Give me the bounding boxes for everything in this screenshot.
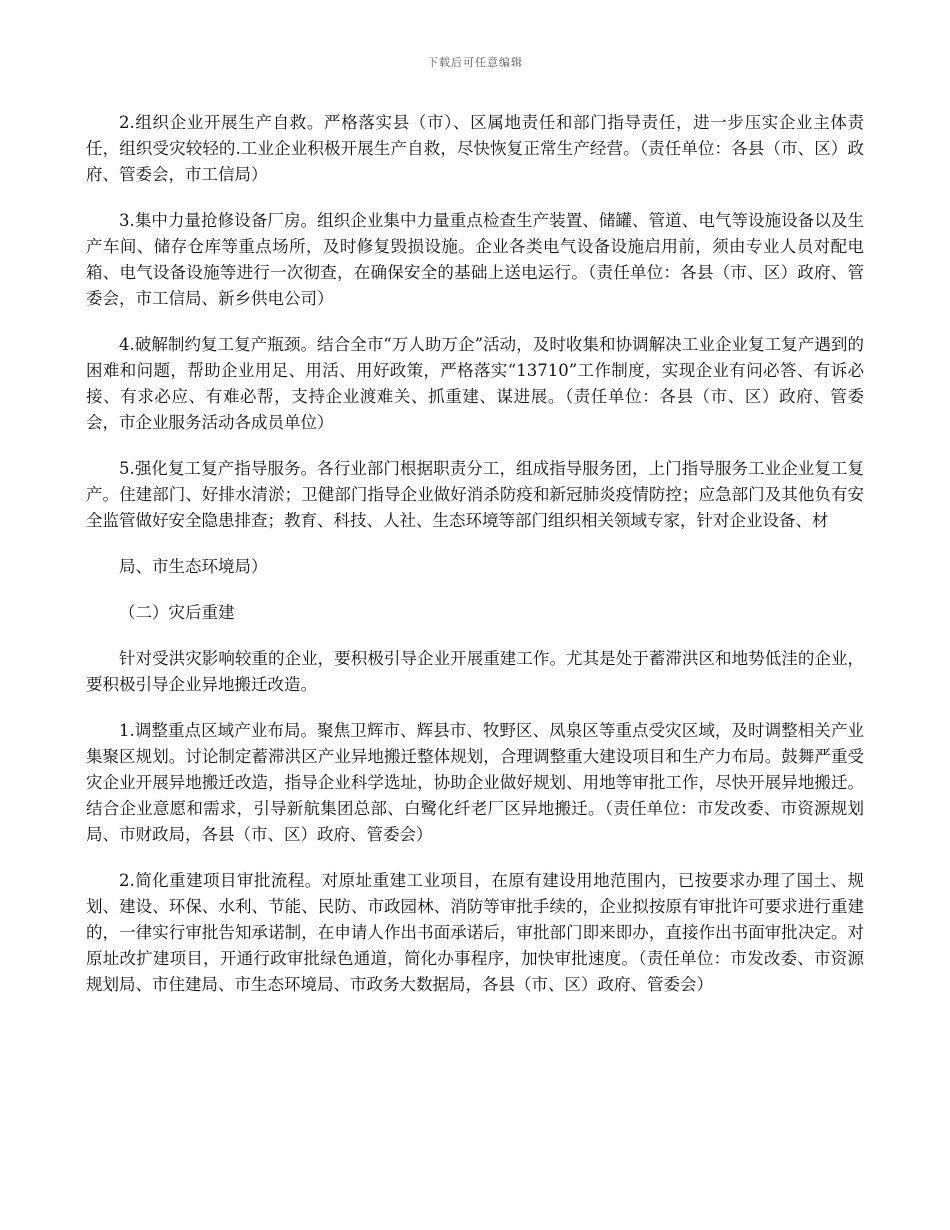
paragraph-simplify-approval: 2.简化重建项目审批流程。对原址重建工业项目，在原有建设用地范围内，已按要求办理了国土、规划、建设、环保、水利、节能、民防、市政园林、消防等审批手续的，企业拟按原有审批许可要求进行重建的，一律实行审批告知承诺制，在申请人作出书面承诺后，审批部门即来即办，直接作出书面审批决定。对原址改扩建项目，开通行政审批绿色通道，简化办事程序，加快审批速度。（责任单位：市发改委、市资源规划局、市住建局、市生态环境局、市政务大数据局，各县（市、区）政府、管委会） bbox=[86, 871, 864, 994]
document-body bbox=[86, 110, 864, 1018]
paragraph-fragment: 局、市生态环境局） bbox=[119, 557, 268, 576]
section-heading-reconstruction: （二）灾后重建 bbox=[119, 603, 235, 622]
paragraph-organize-self-rescue: 2.组织企业开展生产自救。严格落实县（市）、区属地责任和部门指导责任，进一步压实企业主体责任，组织受灾较轻的.工业企业积极开展生产自救，尽快恢复正常生产经营。（责任单位：各县（市、区）政府、管委会，市工信局） bbox=[86, 113, 864, 184]
paragraph-guidance-services: 5.强化复工复产指导服务。各行业部门根据职责分工，组成指导服务团，上门指导服务工业企业复工复产。住建部门、好排水清淤；卫健部门指导企业做好消杀防疫和新冠肺炎疫情防控；应急部门及其他负有安全监管做好安全隐患排查；教育、科技、人社、生态环境等部门组织相关领域专家，针对企业设备、材 bbox=[86, 459, 864, 530]
paragraph-adjust-industry-layout: 1.调整重点区域产业布局。聚焦卫辉市、辉县市、牧野区、凤泉区等重点受灾区域，及时调整相关产业集聚区规划。讨论制定蓄滞洪区产业异地搬迁整体规划，合理调整重大建设项目和生产力布局。鼓舞严重受灾企业开展异地搬迁改造，指导企业科学选址，协助企业做好规划、用地等审批工作，尽快开展异地搬迁。结合企业意愿和需求，引导新航集团总部、白鹭化纤老厂区异地搬迁。（责任单位：市发改委、市资源规划局、市财政局，各县（市、区）政府、管委会） bbox=[86, 721, 864, 844]
paragraph-resolve-bottlenecks: 4.破解制约复工复产瓶颈。结合全市“万人助万企”活动，及时收集和协调解决工业企业复工复产遇到的困难和问题，帮助企业用足、用活、用好政策，严格落实“13710”工作制度，实现企业有问必答、有诉必接、有求必应、有难必帮，支持企业渡难关、抓重建、谋进展。（责任单位：各县（市、区）政府、管委会，市企业服务活动各成员单位） bbox=[86, 335, 864, 432]
page-header: 下载后可任意编辑 bbox=[427, 56, 523, 69]
paragraph-repair-equipment: 3.集中力量抢修设备厂房。组织企业集中力量重点检查生产装置、储罐、管道、电气等设施设备以及生产车间、储存仓库等重点场所，及时修复毁损设施。企业各类电气设备设施启用前，须由专业人员对配电箱、电气设备设施等进行一次彻查，在确保安全的基础上送电运行。（责任单位：各县（市、区）政府、管委会，市工信局、新乡供电公司） bbox=[86, 211, 864, 308]
paragraph-reconstruction-intro: 针对受洪灾影响较重的企业，要积极引导企业开展重建工作。尤其是处于蓄滞洪区和地势低洼的企业，要积极引导企业异地搬迁改造。 bbox=[86, 649, 864, 694]
